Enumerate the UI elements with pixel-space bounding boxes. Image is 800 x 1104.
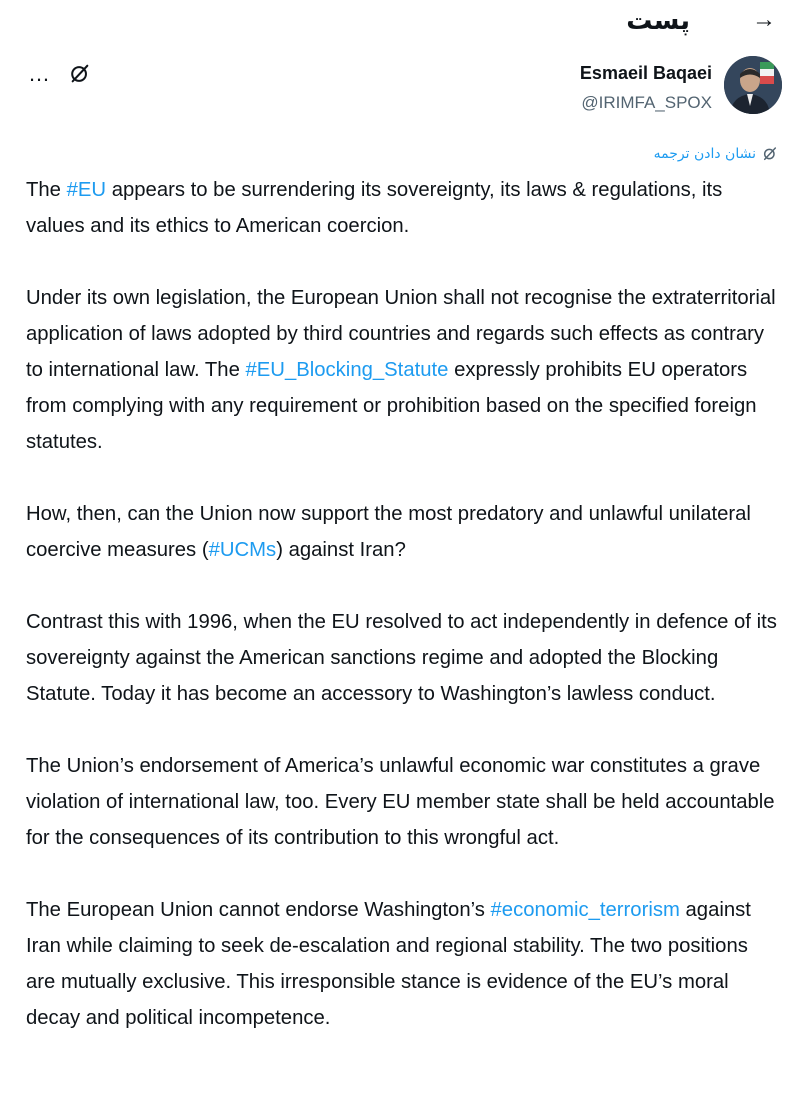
arrow-right-icon[interactable]: → [752, 6, 776, 33]
post-paragraph [26, 604, 778, 712]
avatar[interactable] [724, 56, 782, 114]
text-segment: How, then, can the Union now support the most predatory and unlawful unilateral coercive measures ( [26, 503, 751, 561]
post-text [26, 172, 778, 1072]
author-info[interactable] [580, 62, 712, 114]
text-segment: Contrast this with 1996, when the EU resolved to act independently in defence of its sovereignty against the American sanctions regime and adopted the Blocking Statute. Today it has become an accessory to Washington’s lawless conduct. [26, 611, 777, 705]
post-actions [28, 62, 91, 86]
translate-post-button[interactable] [654, 146, 778, 162]
post-paragraph [26, 280, 778, 460]
text-segment: against Iran while claiming to seek de-escalation and regional stability. The two positions are mutually exclusive. This irresponsible stance is evidence of the EU’s moral decay and political incompetence. [26, 899, 751, 1029]
text-segment: Under its own legislation, the European Union shall not recognise the extraterritorial application of laws adopted by third countries and regards such effects as contrary to international law. The [26, 287, 776, 381]
post-paragraph [26, 748, 778, 856]
post-paragraph [26, 496, 778, 568]
translate-icon [762, 146, 778, 162]
hashtag-link[interactable]: #UCMs [208, 539, 277, 561]
top-bar [0, 0, 800, 44]
text-segment: appears to be surrendering its sovereignty, its laws & regulations, its values and its ethics to American coercion. [26, 179, 723, 237]
hashtag-link[interactable]: #economic_terrorism [490, 899, 680, 921]
text-segment: The [26, 179, 67, 201]
text-segment: The Union’s endorsement of America’s unlawful economic war constitutes a grave violation of international law, too. Every EU member state shall be held accountable for the consequences of its contribution to this wrongful act. [26, 755, 775, 849]
text-segment: ) against Iran? [276, 539, 406, 561]
more-horizontal-icon[interactable]: … [28, 61, 51, 86]
author-handle[interactable]: @IRIMFA_SPOX [581, 93, 712, 112]
post-paragraph [26, 172, 778, 244]
text-segment: expressly prohibits EU operators from complying with any requirement or prohibition based on the specified foreign statutes. [26, 359, 757, 453]
page-title: پست [626, 6, 690, 36]
author-name[interactable]: Esmaeil Baqaei [579, 63, 712, 83]
translate-label: نشان دادن ترجمه [653, 146, 756, 162]
post-paragraph [26, 892, 778, 1036]
text-segment: The European Union cannot endorse Washington’s [26, 899, 491, 921]
hashtag-link[interactable]: #EU_Blocking_Statute [245, 359, 449, 381]
hashtag-link[interactable]: #EU [66, 179, 107, 201]
grok-icon[interactable] [69, 63, 91, 85]
avatar-image [724, 56, 782, 114]
